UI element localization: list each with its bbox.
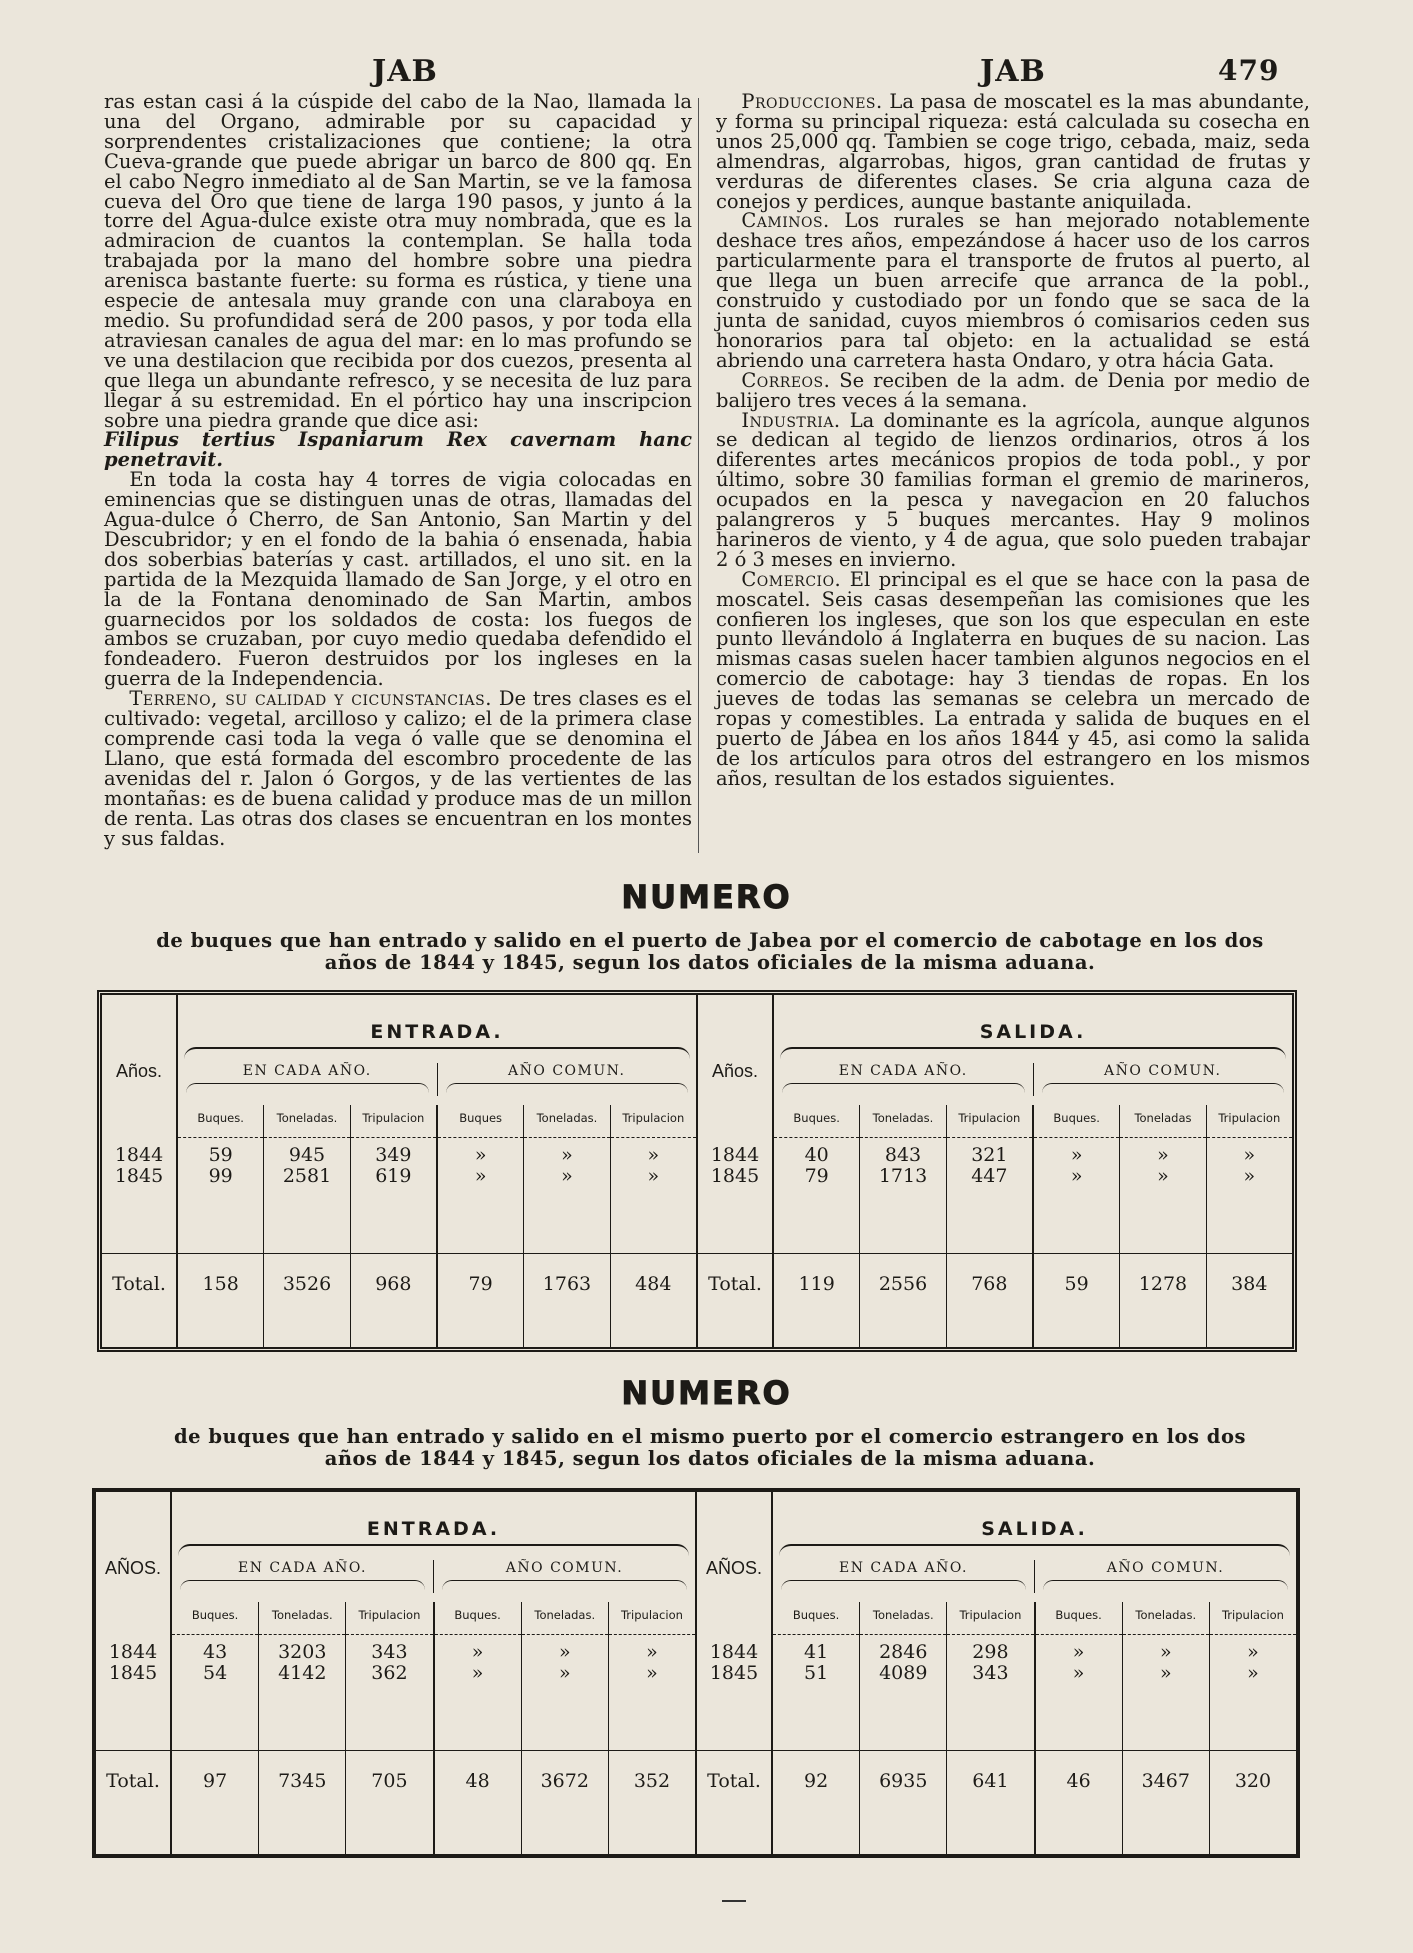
years-header: AÑOS. [705, 1558, 762, 1578]
column-header: Tripulacion [1221, 1608, 1284, 1622]
paragraph-comercio-text: El principal es el que se hace con la pasa de moscatel. Seis casas desempeñan las comisiones que les confieren los ingleses, que son los que especulan en este punto llevándolo á Inglaterra en buques de su nacion. Las mismas casas suelen hacer tambien algunos negocios en el comercio de cabotage: hay 3 tiendas de ropas. En los jueves de todas las semanas se celebra un mercado de ropas y comestibles. La entrada y salida de buques en el puerto de Jábea en los años 1844 y 45, asi como la salida de los artículos para otros del estrangero en los mismos años, resultan de los estados siguientes. [716, 567, 1310, 790]
table-cell: 99 [208, 1165, 233, 1187]
header-rule [774, 1137, 859, 1138]
table1-title: NUMERO [621, 878, 792, 916]
total-rule [697, 1750, 771, 1751]
subgroup-header [773, 1560, 1034, 1593]
header-rule [351, 1137, 436, 1138]
column-header: Toneladas [1134, 1111, 1192, 1125]
table-cell: » [647, 1165, 660, 1187]
table-half-entrada [102, 995, 696, 1347]
column-header: Buques. [191, 1608, 239, 1622]
column-header: Tripulacion [358, 1608, 421, 1622]
total-label: Total. [112, 1273, 166, 1295]
data-column [178, 1105, 263, 1347]
table-cell: 59 [208, 1144, 233, 1166]
subgroup-header [1033, 1063, 1293, 1096]
subgroup-header [774, 1063, 1033, 1096]
table-cell: » [474, 1144, 487, 1166]
data-column [1206, 1105, 1292, 1347]
table-cell: » [1072, 1662, 1085, 1684]
year-cell: 1844 [108, 1641, 158, 1663]
group-brace [184, 1047, 690, 1063]
table-cell: » [558, 1641, 571, 1663]
total-rule [860, 1750, 946, 1751]
year-cell: 1845 [709, 1662, 759, 1684]
column-header: Buques. [792, 1608, 840, 1622]
column-header: Toneladas. [1135, 1608, 1197, 1622]
header-rule [1123, 1634, 1209, 1635]
header-rule [178, 1137, 263, 1138]
total-cell: 352 [633, 1770, 671, 1792]
subgroup-header [1034, 1560, 1296, 1593]
salida-body [774, 995, 1292, 1347]
table-cell: » [558, 1662, 571, 1684]
header-rule [773, 1634, 859, 1635]
total-rule [774, 1253, 859, 1254]
subgroup-label: AÑO COMUN. [1104, 1063, 1222, 1079]
header-rule [1207, 1137, 1292, 1138]
data-column [436, 1105, 523, 1347]
total-rule [1123, 1750, 1209, 1751]
table-cell: » [1070, 1165, 1083, 1187]
data-column [946, 1602, 1033, 1854]
year-cell: 1845 [114, 1165, 164, 1187]
total-rule [773, 1750, 859, 1751]
column-header: Buques [459, 1111, 503, 1125]
total-cell: 384 [1231, 1273, 1268, 1295]
column-header: Buques. [793, 1111, 840, 1125]
header-rule [524, 1137, 609, 1138]
total-rule [178, 1253, 263, 1254]
data-column [946, 1105, 1032, 1347]
data-columns [178, 1105, 696, 1347]
data-column [1209, 1602, 1296, 1854]
total-rule [102, 1253, 176, 1254]
total-rule [524, 1253, 609, 1254]
total-rule [1034, 1253, 1119, 1254]
column-header: Toneladas. [536, 1111, 598, 1125]
header-rule [264, 1137, 349, 1138]
column-header: Toneladas. [872, 1111, 934, 1125]
total-cell: 320 [1234, 1770, 1272, 1792]
column-header: Tripulacion [620, 1608, 683, 1622]
subgroup-label: EN CADA AÑO. [238, 1560, 367, 1576]
table-cell: 447 [971, 1165, 1008, 1187]
table-cell: 619 [375, 1165, 412, 1187]
running-head-right: JAB [980, 54, 1046, 89]
header-rule [438, 1137, 523, 1138]
total-cell: 158 [202, 1273, 239, 1295]
total-label: Total. [707, 1770, 761, 1792]
column-header: Buques. [454, 1608, 501, 1622]
table-cell: » [1247, 1641, 1259, 1663]
header-rule [522, 1634, 608, 1635]
table-cell: » [1243, 1165, 1256, 1187]
paragraph-producciones-text: La pasa de moscatel es la mas abundante, y forma su principal riqueza: está calculada su cosecha en unos 25,000 qq. Tambien se coge trigo, cebada, maiz, seda almendras, algarrobas, higos, gran cantidad de frutas y verduras de diferentes clases. Se cria alguna caza de conejos y perdices, aunque bastante aniquilada. [716, 90, 1310, 213]
data-column [1122, 1602, 1209, 1854]
table-cell: » [646, 1662, 658, 1684]
data-column [350, 1105, 436, 1347]
paragraph-caminos [716, 211, 1310, 370]
table-cell: 2581 [282, 1165, 332, 1187]
paragraph-terreno [104, 689, 692, 848]
total-rule [522, 1750, 608, 1751]
section-head-producciones: Producciones. [741, 90, 883, 113]
total-cell: 641 [972, 1770, 1009, 1792]
section-head-comercio: Comercio. [741, 567, 842, 591]
data-column [523, 1105, 609, 1347]
header-rule [172, 1634, 258, 1635]
table-cell: 3203 [278, 1641, 327, 1663]
subgroup-brace [442, 1580, 687, 1593]
total-rule [1207, 1253, 1292, 1254]
data-column [1119, 1105, 1205, 1347]
header-rule [1210, 1634, 1296, 1635]
total-rule [438, 1253, 523, 1254]
year-cell: 1844 [710, 1144, 760, 1166]
entrada-group-title: ENTRADA. [366, 1518, 501, 1540]
total-rule [947, 1253, 1032, 1254]
year-cell: 1845 [710, 1165, 760, 1187]
column-header: Tripulacion [958, 1111, 1021, 1125]
total-cell: 6935 [879, 1770, 928, 1792]
paragraph-comercio [716, 567, 1310, 790]
subgroup-label: EN CADA AÑO. [839, 1560, 968, 1576]
year-cell: 1844 [114, 1144, 164, 1166]
total-rule [351, 1253, 436, 1254]
column-header: Toneladas. [534, 1608, 596, 1622]
data-column [433, 1602, 521, 1854]
table-cell: » [1072, 1641, 1085, 1663]
table-cell: 349 [375, 1144, 412, 1166]
header-rule [947, 1137, 1032, 1138]
header-rule [1120, 1137, 1205, 1138]
left-column [104, 92, 692, 848]
paragraph-towers: En toda la costa hay 4 torres de vigia colocadas en eminencias que se distinguen unas de otras, llamadas del Agua-dulce ó Cherro, de San Antonio, San Martin y del Descubridor; y en el fondo de la bahia ó ensenada, habia dos soberbias baterías y cast. artillados, el uno sit. en la partida de la Mezquida llamado de San Jorge, y el otro en la de la Fontana denominado de San Martin, ambos guarnecidos por los soldados de costa: los fuegos de ambos se cruzaban, por cuyo medio quedaba defendido el fondeadero. Fueron destruidos por los ingleses en la guerra de la Independencia. [104, 468, 692, 691]
table-cell: » [1243, 1144, 1256, 1166]
paragraph-terreno-text: De tres clases es el cultivado: vegetal, arcilloso y calizo; el de la primera clase comprende casi toda la vega ó valle que se denomina el Llano, que está formada del escombro procedente de las avenidas del r. Jalon ó Gorgos, y de las vertientes de las montañas: es de buena calidad y produce mas de un millon de renta. Las otras dos clases se encuentran en los montes y sus faldas. [104, 687, 692, 850]
running-head-left: JAB [372, 54, 438, 89]
data-columns [774, 1105, 1292, 1347]
column-header: Buques. [197, 1111, 244, 1125]
total-rule [860, 1253, 945, 1254]
section-head-industria: Industria. [741, 408, 841, 432]
table-cell: 321 [971, 1144, 1008, 1166]
column-header: Buques. [1053, 1111, 1100, 1125]
table-half-salida [696, 995, 1292, 1347]
subgroup-header [178, 1063, 437, 1096]
data-column [521, 1602, 608, 1854]
total-cell: 97 [202, 1770, 228, 1792]
subgroup-header [172, 1560, 433, 1593]
years-column [697, 1492, 773, 1854]
total-cell: 705 [371, 1770, 408, 1792]
data-column [773, 1602, 859, 1854]
total-cell: 3467 [1141, 1770, 1190, 1792]
section-head-caminos: Caminos. [741, 209, 830, 233]
data-column [859, 1602, 946, 1854]
table2-subtitle: de buques que han entrado y salido en el mismo puerto por el comercio estrangero en los dos años de 1844 y 1845, segun los datos oficiales de la misma aduana. [174, 1425, 1246, 1470]
table-half-entrada [96, 1492, 695, 1854]
table-cell: » [1070, 1144, 1083, 1166]
total-cell: 119 [798, 1273, 835, 1295]
group-brace [779, 1544, 1290, 1560]
total-rule [1120, 1253, 1205, 1254]
subgroup-brace [446, 1083, 689, 1096]
table-cell: » [561, 1144, 573, 1166]
table-cabotage [97, 990, 1297, 1352]
data-column [1034, 1602, 1122, 1854]
years-header: Años. [711, 1061, 759, 1081]
right-column [716, 92, 1310, 789]
table-cell: 1713 [878, 1165, 928, 1187]
years-column [102, 995, 178, 1347]
section-head-terreno: Terreno, su calidad y cicunstancias. [129, 687, 492, 711]
subgroup-header [437, 1063, 697, 1096]
years-header: AÑOS. [104, 1558, 161, 1578]
table-cell: » [1159, 1662, 1172, 1684]
header-rule [346, 1634, 432, 1635]
table2-title: NUMERO [621, 1374, 792, 1412]
salida-body [773, 1492, 1296, 1854]
total-cell: 46 [1066, 1770, 1091, 1792]
entrada-group-title: ENTRADA. [370, 1021, 504, 1043]
table-cell: 362 [371, 1662, 408, 1684]
page-number: 479 [1218, 54, 1280, 87]
column-header: Toneladas. [271, 1608, 333, 1622]
total-cell: 1763 [542, 1273, 592, 1295]
total-rule [96, 1750, 170, 1751]
column-header: Toneladas. [276, 1111, 338, 1125]
subgroup-row [773, 1560, 1296, 1593]
total-cell: 59 [1064, 1273, 1089, 1295]
year-cell: 1845 [108, 1662, 158, 1684]
table-cell: 343 [972, 1662, 1009, 1684]
table-cell: » [1157, 1144, 1169, 1166]
total-rule [259, 1750, 345, 1751]
data-column [859, 1105, 945, 1347]
section-head-correos: Correos. [741, 368, 831, 392]
data-column [610, 1105, 696, 1347]
salida-group-title: SALIDA. [981, 1518, 1088, 1540]
table-cell: » [1157, 1165, 1169, 1187]
subgroup-row [178, 1063, 696, 1096]
total-rule [698, 1253, 772, 1254]
table-cell: » [1247, 1662, 1259, 1684]
paragraph-industria-text: La dominante es la agrícola, aunque algunos se dedican al tegido de lienzos ordinarios, otros á los diferentes artes mecánicos propios de toda pobl., y por último, sobre 30 familias forman el gremio de marineros, ocupados en la pesca y navegacion en 20 faluchos palangreros y 5 buques mercantes. Hay 9 molinos harineros de viento, y 4 de agua, que solo pueden trabajar 2 ó 3 meses en invierno. [716, 408, 1311, 571]
header-rule [1036, 1634, 1122, 1635]
subgroup-brace [781, 1580, 1026, 1593]
total-cell: 2556 [878, 1273, 928, 1295]
total-cell: 1278 [1138, 1273, 1188, 1295]
column-header: Buques. [1055, 1608, 1102, 1622]
subgroup-header [433, 1560, 695, 1593]
data-columns [773, 1602, 1296, 1854]
total-rule [346, 1750, 432, 1751]
total-cell: 79 [468, 1273, 493, 1295]
header-rule [860, 1634, 946, 1635]
table-cell: 843 [884, 1144, 922, 1166]
table-cell: » [471, 1662, 484, 1684]
total-cell: 484 [635, 1273, 672, 1295]
subgroup-label: EN CADA AÑO. [838, 1063, 968, 1079]
subgroup-row [774, 1063, 1292, 1096]
table-cell: 2846 [879, 1641, 928, 1663]
data-column [258, 1602, 345, 1854]
total-rule [264, 1253, 349, 1254]
table1-subtitle: de buques que han entrado y salido en el puerto de Jabea por el comercio de cabotage en los dos años de 1844 y 1845, segun los datos oficiales de la misma aduana. [156, 929, 1264, 974]
header-rule [860, 1137, 945, 1138]
table-half-salida [695, 1492, 1296, 1854]
data-column [172, 1602, 258, 1854]
years-header: Años. [115, 1061, 163, 1081]
table-cell: » [1159, 1641, 1172, 1663]
table-cell: » [647, 1144, 660, 1166]
total-cell: 3526 [282, 1273, 332, 1295]
paragraph-industria [716, 408, 1311, 571]
subgroup-row [172, 1560, 695, 1593]
table-cell: 51 [803, 1662, 829, 1684]
column-header: Tripulacion [622, 1111, 685, 1125]
header-rule [259, 1634, 345, 1635]
table-cell: » [646, 1641, 658, 1663]
paragraph-caves: ras estan casi á la cúspide del cabo de la Nao, llamada la una del Organo, admirable por su capacidad y sorprendentes cristalizaciones que contiene; la otra Cueva-grande que puede abrigar un barco de 800 qq. En el cabo Negro inmediato al de San Martin, se ve la famosa cueva del Oro que tiene de larga 190 pasos, y junto á la torre del Agua-dulce existe otra muy nombrada, que es la admiracion de cuantos la contemplan. Se halla toda trabajada por la mano del hombre sobre una piedra arenisca bastante fuerte: su forma es rústica, y tiene una especie de antesala muy grande con una claraboya en medio. Su profundidad será de 200 pasos, y por toda ella atraviesan canales de agua del mar: en lo mas profundo se ve una destilacion que recibida por dos cuezos, presenta al que llega un abundante refresco, y se necesita de luz para llegar á su estremidad. En el pórtico hay una inscripcion sobre una piedra grande que dice asi: [104, 90, 692, 432]
table-cell: 43 [202, 1641, 228, 1663]
data-column [263, 1105, 349, 1347]
group-brace [780, 1047, 1286, 1063]
table-cell: 4089 [879, 1662, 928, 1684]
year-cell: 1844 [709, 1641, 759, 1663]
total-label: Total. [708, 1273, 762, 1295]
inscription: Filipus tertius Ispaniarum Rex cavernam hanc penetravit. [104, 428, 692, 472]
column-header: Toneladas. [872, 1608, 934, 1622]
column-header: Tripulacion [959, 1608, 1022, 1622]
years-column [96, 1492, 172, 1854]
data-columns [172, 1602, 695, 1854]
total-cell: 3672 [540, 1770, 589, 1792]
table-cell: 298 [972, 1641, 1009, 1663]
subgroup-label: AÑO COMUN. [508, 1063, 626, 1079]
column-rule [698, 98, 699, 853]
header-rule [1034, 1137, 1119, 1138]
header-rule [609, 1634, 695, 1635]
total-cell: 768 [971, 1273, 1008, 1295]
data-column [608, 1602, 695, 1854]
salida-group-title: SALIDA. [979, 1021, 1087, 1043]
total-label: Total. [106, 1770, 160, 1792]
paragraph-correos-text: Se reciben de la adm. de Denia por medio de balijero tres veces á la semana. [716, 368, 1310, 412]
group-brace [178, 1544, 689, 1560]
subgroup-label: EN CADA AÑO. [242, 1063, 372, 1079]
total-rule [1036, 1750, 1122, 1751]
total-rule [1210, 1750, 1296, 1751]
total-rule [611, 1253, 696, 1254]
table-cell: 41 [803, 1641, 829, 1663]
paragraph-correos [716, 368, 1310, 412]
subgroup-brace [180, 1580, 425, 1593]
footer-dash [722, 1900, 746, 1902]
total-rule [435, 1750, 521, 1751]
header-rule [611, 1137, 696, 1138]
data-column [1032, 1105, 1119, 1347]
total-cell: 7345 [278, 1770, 327, 1792]
column-header: Tripulacion [362, 1111, 425, 1125]
table-cell: » [561, 1165, 573, 1187]
paragraph-producciones [716, 92, 1310, 211]
header-rule [947, 1634, 1033, 1635]
data-column [345, 1602, 432, 1854]
table-cell: 40 [804, 1144, 829, 1166]
total-rule [609, 1750, 695, 1751]
table-cell: » [471, 1641, 484, 1663]
total-cell: 48 [465, 1770, 490, 1792]
total-rule [947, 1750, 1033, 1751]
data-column [774, 1105, 859, 1347]
table-cell: 945 [288, 1144, 326, 1166]
table-cell: 54 [202, 1662, 228, 1684]
entrada-body [172, 1492, 695, 1854]
subgroup-brace [782, 1083, 1025, 1096]
total-rule [172, 1750, 258, 1751]
total-cell: 92 [803, 1770, 829, 1792]
table-cell: 4142 [278, 1662, 327, 1684]
column-header: Tripulacion [1218, 1111, 1281, 1125]
subgroup-label: AÑO COMUN. [1106, 1560, 1225, 1576]
subgroup-brace [1043, 1580, 1288, 1593]
table-cell: 343 [371, 1641, 408, 1663]
header-rule [435, 1634, 521, 1635]
subgroup-brace [1042, 1083, 1285, 1096]
total-cell: 968 [375, 1273, 412, 1295]
table-foreign [92, 1488, 1300, 1858]
years-column [698, 995, 774, 1347]
paragraph-caminos-text: Los rurales se han mejorado notablemente deshace tres años, empezándose á hacer uso de los carros particularmente para el transporte de frutos al puerto, al que llega un buen arrecife que arranca de la pobl., construido y custodiado por un fondo que se saca de la junta de sanidad, cuyos miembros ó comisarios ceden sus honorarios para tal objeto: en la actualidad se está abriendo una carretera hasta Ondaro, y otra hácia Gata. [716, 209, 1310, 372]
table-cell: 79 [804, 1165, 829, 1187]
table-cell: » [474, 1165, 487, 1187]
subgroup-brace [186, 1083, 429, 1096]
entrada-body [178, 995, 696, 1347]
subgroup-label: AÑO COMUN. [505, 1560, 624, 1576]
